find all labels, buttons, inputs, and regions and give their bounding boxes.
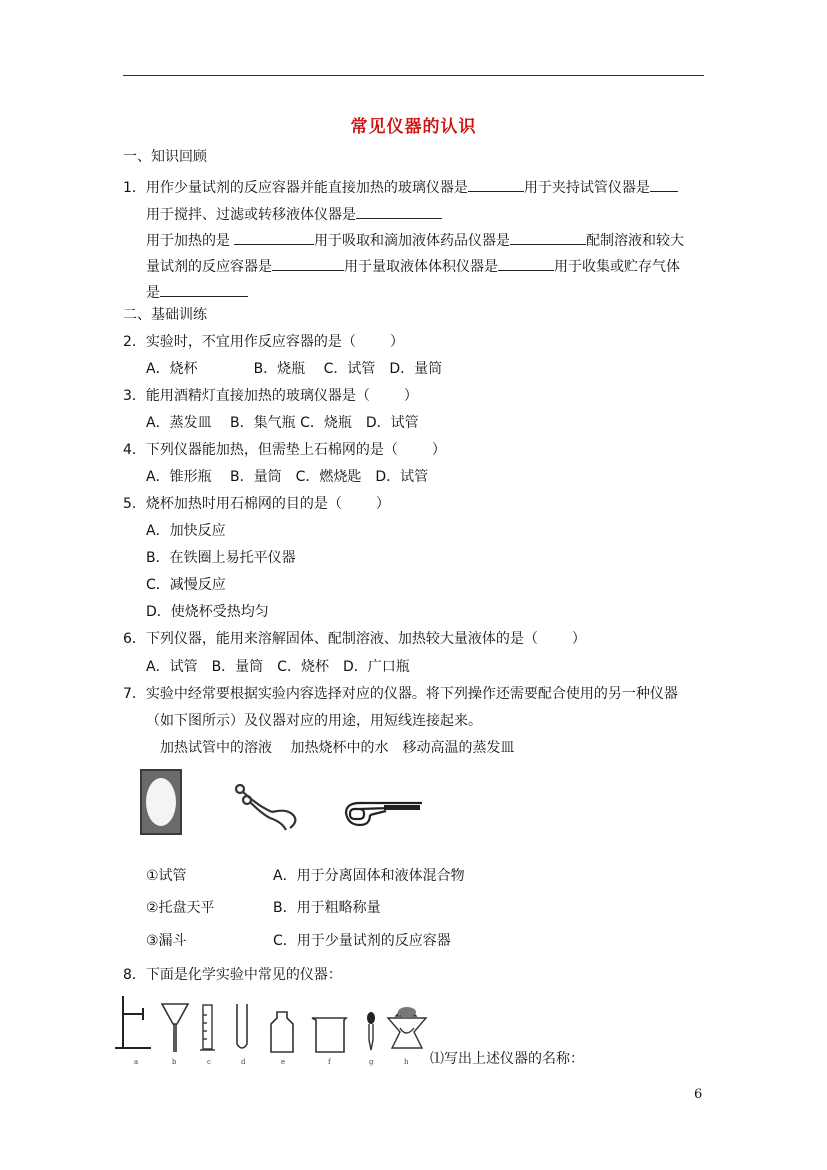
q4-options: A．锥形瓶 B．量筒 C．燃烧匙 D．试管 xyxy=(146,469,429,485)
q6-stem: 6．下列仪器，能用来溶解固体、配制溶液、加热较大量液体的是（ ） xyxy=(123,631,586,647)
q2-options: A．烧杯 B．烧瓶 C．试管 D．量筒 xyxy=(146,361,443,377)
q7-line-2: （如下图所示）及仪器对应的用途，用短线连接起来。 xyxy=(146,713,482,729)
q8-label-c: c xyxy=(207,1058,211,1066)
beaker-image xyxy=(310,1014,350,1054)
q8-label-a: a xyxy=(134,1058,139,1066)
q8-label-e: e xyxy=(281,1058,286,1066)
page-number: 6 xyxy=(694,1087,703,1102)
section-heading-2: 二、基础训练 xyxy=(123,307,207,323)
funnel-image xyxy=(160,1000,190,1054)
q7-use-a: A．用于分离固体和液体混合物 xyxy=(273,868,465,884)
q7-item-3: ③漏斗 xyxy=(146,933,187,949)
graduated-cylinder-image xyxy=(200,1003,216,1055)
q7-operations: 加热试管中的溶液 加热烧杯中的水 移动高温的蒸发皿 xyxy=(160,740,515,756)
q5-option-a: A．加快反应 xyxy=(146,523,226,539)
q5-option-c: C．减慢反应 xyxy=(146,577,226,593)
q1-line-1: 1．用作少量试剂的反应容器并能直接加热的玻璃仪器是 用于夹持试管仪器是 xyxy=(123,177,678,198)
asbestos-gauze-image xyxy=(140,769,182,835)
q8-label-b: b xyxy=(172,1058,177,1066)
q8-label-h: h xyxy=(404,1058,409,1066)
q5-option-b: B．在铁圈上易托平仪器 xyxy=(146,550,296,566)
q7-line-1: 7．实验中经常要根据实验内容选择对应的仪器。将下列操作还需要配合使用的另一种仪器 xyxy=(123,686,678,702)
q4-stem: 4．下列仪器能加热，但需垫上石棉网的是（ ） xyxy=(123,442,446,458)
q8-stem: 8．下面是化学实验中常见的仪器： xyxy=(123,967,342,983)
q1-line-2: 用于搅拌、过滤或转移液体仪器是 xyxy=(146,204,442,225)
q1-line-5: 是 xyxy=(146,282,248,303)
q8-label-d: d xyxy=(241,1058,246,1066)
evaporating-setup-image xyxy=(384,1004,430,1054)
wide-mouth-bottle-image xyxy=(268,1010,296,1054)
q7-use-c: C．用于少量试剂的反应容器 xyxy=(273,933,451,949)
q1-line-3: 用于加热的是 用于吸取和滴加液体药品仪器是 配制溶液和较大 xyxy=(146,230,684,251)
section-heading-1: 一、知识回顾 xyxy=(123,149,207,165)
q1-line-4: 量试剂的反应容器是 用于量取液体体积仪器是 用于收集或贮存气体 xyxy=(146,256,680,277)
iron-stand-image xyxy=(113,994,153,1054)
header-rule xyxy=(123,75,704,76)
q3-options: A．蒸发皿 B．集气瓶 C．烧瓶 D．试管 xyxy=(146,415,419,431)
q5-stem: 5．烧杯加热时用石棉网的目的是（ ） xyxy=(123,496,390,512)
crucible-tongs-image xyxy=(228,778,302,834)
test-tube-image xyxy=(234,1002,250,1054)
page-title: 常见仪器的认识 xyxy=(350,117,477,137)
q8-label-g: g xyxy=(369,1058,374,1066)
q6-options: A．试管 B．量筒 C．烧杯 D．广口瓶 xyxy=(146,659,410,675)
q5-option-d: D．使烧杯受热均匀 xyxy=(146,604,269,620)
q7-item-1: ①试管 xyxy=(146,868,187,884)
q8-label-f: f xyxy=(328,1058,331,1066)
q7-use-b: B．用于粗略称量 xyxy=(273,900,381,916)
q3-stem: 3．能用酒精灯直接加热的玻璃仪器是（ ） xyxy=(123,388,418,404)
q7-item-2: ②托盘天平 xyxy=(146,900,215,916)
test-tube-holder-image xyxy=(340,795,426,835)
q2-stem: 2．实验时，不宜用作反应容器的是（ ） xyxy=(123,334,404,350)
q8-subquestion: ⑴写出上述仪器的名称： xyxy=(430,1051,584,1067)
dropper-image xyxy=(364,1010,378,1054)
